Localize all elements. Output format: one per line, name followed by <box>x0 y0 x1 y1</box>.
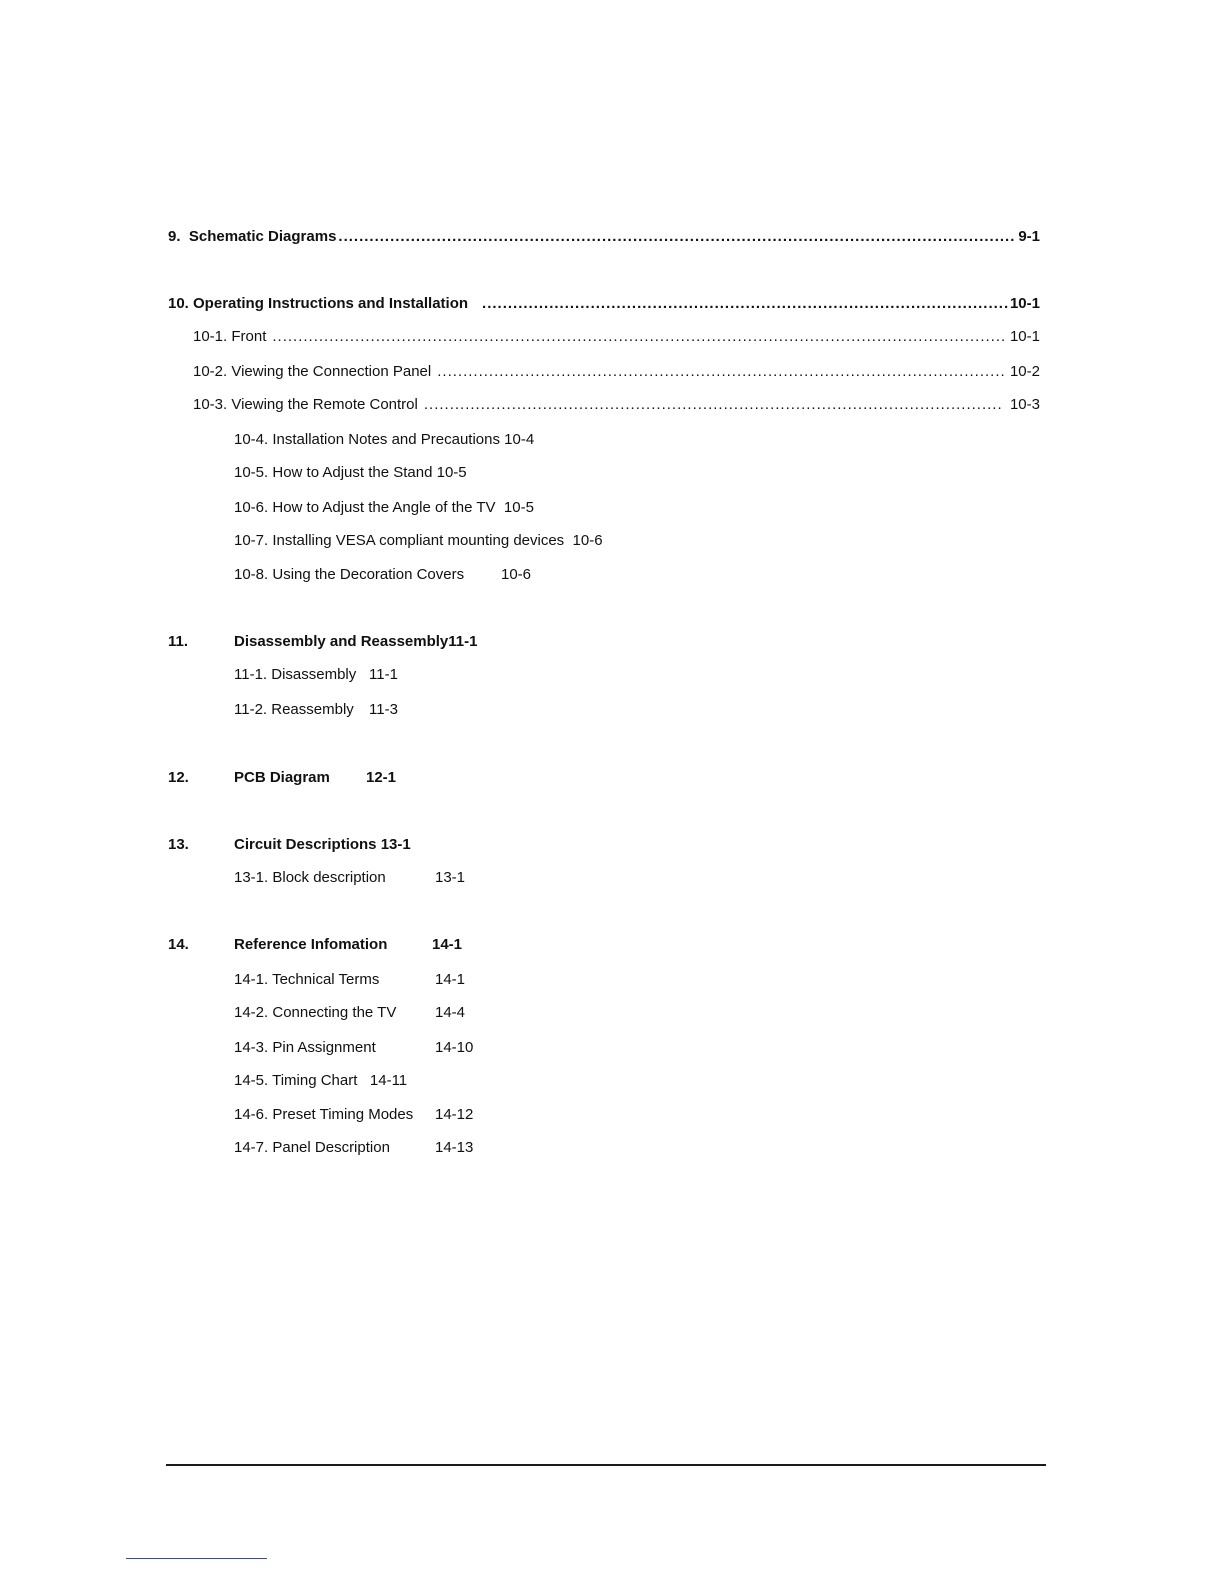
leader-dots <box>437 363 1004 381</box>
toc-entry-10-8[interactable]: 10-8. Using the Decoration Covers <box>234 566 465 583</box>
toc-entry-9[interactable] <box>168 228 1040 246</box>
toc-entry-10-label: 10. Operating Instructions and Installation <box>168 295 469 312</box>
toc-entry-13[interactable]: Circuit Descriptions 13-1 <box>234 836 411 853</box>
leader-dots <box>272 328 1004 346</box>
leader-dots <box>424 396 1004 414</box>
toc-entry-10-7[interactable]: 10-7. Installing VESA compliant mounting devices 10-6 <box>234 532 603 549</box>
toc-number-11: 11. <box>168 633 189 650</box>
toc-number-14: 14. <box>168 936 189 953</box>
toc-entry-14-2[interactable]: 14-2. Connecting the TV <box>234 1004 397 1021</box>
toc-entry-14-1[interactable]: 14-1. Technical Terms <box>234 971 380 988</box>
toc-entry-14-1-page: 14-1 <box>435 971 466 988</box>
toc-entry-10-1-label: 10-1. Front <box>193 328 267 345</box>
toc-entry-10-page: 10-1 <box>1009 295 1040 312</box>
toc-entry-14-5[interactable]: 14-5. Timing Chart 14-11 <box>234 1072 408 1089</box>
toc-entry-13-1[interactable]: 13-1. Block description <box>234 869 386 886</box>
toc-number-13: 13. <box>168 836 189 853</box>
leader-dots <box>338 228 1016 246</box>
toc-entry-10-3-page: 10-3 <box>1009 396 1040 413</box>
toc-entry-13-1-page: 13-1 <box>435 869 466 886</box>
toc-entry-10-4[interactable]: 10-4. Installation Notes and Precautions 10-4 <box>234 431 535 448</box>
toc-entry-14-3[interactable]: 14-3. Pin Assignment <box>234 1039 376 1056</box>
toc-entry-10-1-page: 10-1 <box>1009 328 1040 345</box>
toc-entry-11-2-page: 11-3 <box>369 701 398 718</box>
toc-entry-14[interactable]: Reference Infomation <box>234 936 388 953</box>
toc-entry-14-6-page: 14-12 <box>435 1106 474 1123</box>
toc-entry-11[interactable]: Disassembly and Reassembly11-1 <box>234 633 478 650</box>
toc-entry-11-2[interactable]: 11-2. Reassembly <box>234 701 354 718</box>
toc-entry-10-2-label: 10-2. Viewing the Connection Panel <box>193 363 432 380</box>
toc-entry-14-3-page: 14-10 <box>435 1039 474 1056</box>
toc-entry-10-3[interactable] <box>193 396 1040 414</box>
toc-entry-9-label: 9. Schematic Diagrams <box>168 228 337 245</box>
toc-entry-14-7[interactable]: 14-7. Panel Description <box>234 1139 390 1156</box>
toc-number-12: 12. <box>168 769 189 786</box>
toc-entry-12[interactable]: PCB Diagram <box>234 769 330 786</box>
toc-entry-10-1[interactable] <box>193 328 1040 346</box>
leader-dots <box>482 295 1008 313</box>
toc-entry-14-page: 14-1 <box>432 936 463 953</box>
toc-entry-11-1-page: 11-1 <box>369 666 398 683</box>
toc-entry-12-page: 12-1 <box>366 769 397 786</box>
toc-entry-14-6[interactable]: 14-6. Preset Timing Modes <box>234 1106 414 1123</box>
footer-link-underline[interactable] <box>126 1558 267 1559</box>
toc-entry-10[interactable] <box>168 295 1040 313</box>
toc-entry-10-6[interactable]: 10-6. How to Adjust the Angle of the TV 10-5 <box>234 499 534 516</box>
footer-rule <box>166 1464 1046 1466</box>
toc-entry-14-7-page: 14-13 <box>435 1139 474 1156</box>
toc-entry-10-8-page: 10-6 <box>501 566 532 583</box>
toc-entry-9-page: 9-1 <box>1018 228 1040 245</box>
toc-entry-10-2-page: 10-2 <box>1009 363 1040 380</box>
toc-entry-10-5[interactable]: 10-5. How to Adjust the Stand 10-5 <box>234 464 467 481</box>
toc-entry-10-3-label: 10-3. Viewing the Remote Control <box>193 396 418 413</box>
toc-entry-14-2-page: 14-4 <box>435 1004 466 1021</box>
toc-entry-11-1[interactable]: 11-1. Disassembly <box>234 666 357 683</box>
toc-entry-10-2[interactable] <box>193 363 1040 381</box>
